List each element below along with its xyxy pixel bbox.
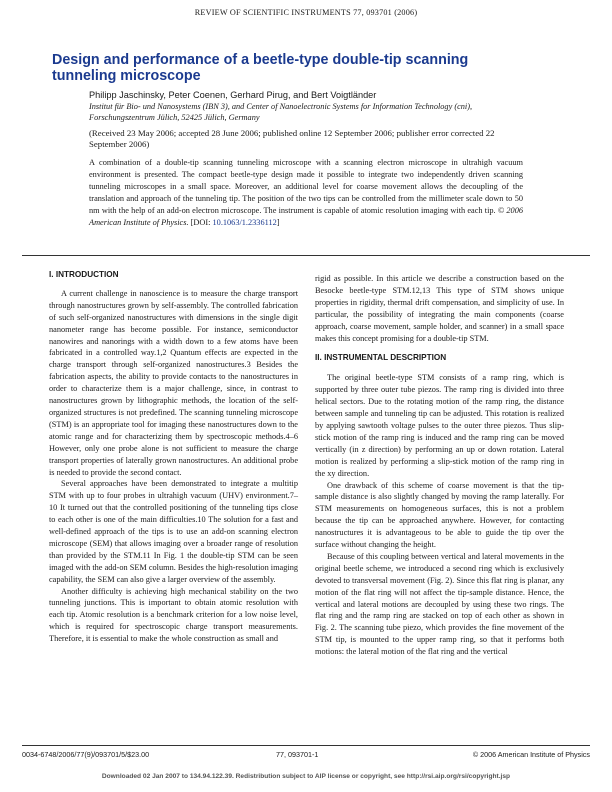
abstract-divider [22, 255, 590, 256]
doi-link[interactable]: 10.1063/1.2336112 [212, 217, 277, 227]
doi-prefix: [DOI: [190, 217, 213, 227]
paragraph: Several approaches have been demonstrated to integrate a multitip STM with up to four probes in ultrahigh vacuum (UHV) environment.7–10 It turned out that the controlled positioning of the tunneling tips close to each other is one of the main difficulties.10 The solution for a fast and well-defined approach of the tips is to use an add-on scanning electron microscope (SEM) that allows imaging over a broader range of resolution than provided by the STM.11 In Fig. 1 the double-tip STM can be seen imaged with the add-on SEM column. Besides the high-resolution imaging capability, the SEM can also give a larger overview of the assembly. [49, 479, 298, 584]
publication-dates: (Received 23 May 2006; accepted 28 June 2006; published online 12 September 2006; publisher error corrected 22 September 2006) [89, 128, 495, 149]
journal-header: REVIEW OF SCIENTIFIC INSTRUMENTS 77, 093701 (2006) [194, 8, 418, 17]
paragraph: A current challenge in nanoscience is to measure the charge transport through nanostructures grown by self-assembly. The controlled fabrication of such self-organized nanostructures with dimensions in the single digit nanometer range has become possible. For instance, semiconductor nanowires and nanorings with a width down to a few atoms have been fabricated in a controlled way.1,2 Quantum effects are expected in the charge transport through self-organized nanostructures.3 Besides the fabrication aspects, the ability to provide contacts to the nanostructures in order to characterize them is a major challenge, since, in contrast to nanostructures grown by lithographic methods, the location of the self-organized structures is not predefined. The scanning tunneling microscope (STM) is an appropriate tool for imaging these nanostructures down to the atomic range and for characterizing them by spectroscopic methods.4–6 However, only one probe alone is not sufficient to measure the charge transport properties of laterally grown nanostructures. An additional probe is needed to provide the second contact. [49, 288, 298, 477]
footer-issn: 0034-6748/2006/77(9)/093701/5/$23.00 [22, 750, 150, 759]
abstract-text: A combination of a double-tip scanning tunneling microscope with a scanning electron microscope in ultrahigh vacuum environment is presented. The compact beetle-type design made it possible to integrate two independently driven scanning tunneling microscopes in a small space. Moreover, an additional level for coarse movement allows the decoupling of the translation and approach of the tunneling tip. The position of the two tips can be controlled from the millimeter scale down to 50 nm with the help of an add-on electron microscope. The instrument is capable of atomic resolution imaging with each tip. [89, 158, 523, 215]
abstract [89, 157, 523, 229]
section-heading-introduction: I. INTRODUCTION [49, 270, 119, 279]
author-affiliation: Institut für Bio- und Nanosystems (IBN 3), and Center of Nanoelectronic Systems for Information Technology (cni), Forschungszentrum Jülich, 52425 Jülich, Germany [89, 102, 473, 122]
footer-copyright: © 2006 American Institute of Physics [472, 750, 590, 759]
article-title: Design and performance of a beetle-type double-tip scanning tunneling microscope [52, 52, 469, 84]
paragraph: Another difficulty is achieving high mechanical stability on the two tunneling junctions. This is important to obtain atomic resolution with each tip. Atomic resolution is a benchmark criterion for a low noise level, which is required for spectroscopic charge transport measurements. Therefore, it is essential to make the whole construction as small and [49, 586, 298, 644]
paragraph: Because of this coupling between vertical and lateral movements in the original beetle scheme, we introduced a second ring which is exclusively devoted to transversal movement (Fig. 2). Since this flat ring is planar, any motion of the flat ring will not affect the tip-sample distance. Hence, the vertical and lateral motions are decoupled by using these two rings. The flat ring and the ramp ring are stacked on top of each other as shown in Fig. 2. The scanning tube piezo, which provides the fine movement of the STM tip, is mounted to the upper ramp ring, so that it performs both motions: the lateral motion of the flat ring and the vertical [315, 551, 564, 657]
right-column [315, 273, 564, 658]
paragraph: The original beetle-type STM consists of a ramp ring, which is supported by three outer tube piezos. The ramp ring is divided into three helical sectors. Due to the rotating motion of the ramp ring, the distance between sample and tunneling tip can be adjusted. This rotation is realized by applying sawtooth voltage pulses to the outer three piezos. Thus slip-stick motion of the ramp ring is induced and the ramp ring can be moved vertically (in z direction) by performing an up or down rotation. Lateral motion is realized by performing a slip-stick motion of the ramp ring in the xy direction. [315, 373, 564, 478]
section-heading-instrumental: II. INSTRUMENTAL DESCRIPTION [315, 353, 447, 363]
paragraph: rigid as possible. In this article we describe a construction based on the Besocke beetle-type STM.12,13 This type of STM shows unique properties in rigidity, thermal drift compensation, and simplicity of use. In particular, the possibility of integrating the main components (coarse approach, coarse movement, sample holder, and scanner) in a small space makes this concept promising for a double-tip STM. [315, 274, 564, 343]
footer-divider [22, 745, 590, 746]
paragraph: One drawback of this scheme of coarse movement is that the tip-sample distance is also slightly changed by moving the ramp laterally. For STM measurements on homogeneous surfaces, this is not a problem because the tip can be approached anywhere. However, for contacting nanostructures it is advantageous to be able to guide the tip over the surface without changing the height. [315, 480, 564, 550]
author-list: Philipp Jaschinsky, Peter Coenen, Gerhard Pirug, and Bert Voigtländer [89, 90, 377, 100]
abstract-copyright: © 2006 American Institute of Physics. [89, 205, 523, 227]
download-notice: Downloaded 02 Jan 2007 to 134.94.122.39. Redistribution subject to AIP license or copyright, see http://rsi.aip.org/rsi/copyright.jsp [101, 773, 511, 780]
footer-page-number: 77, 093701-1 [276, 750, 319, 759]
doi-suffix: ] [276, 217, 280, 227]
left-column [49, 269, 298, 645]
